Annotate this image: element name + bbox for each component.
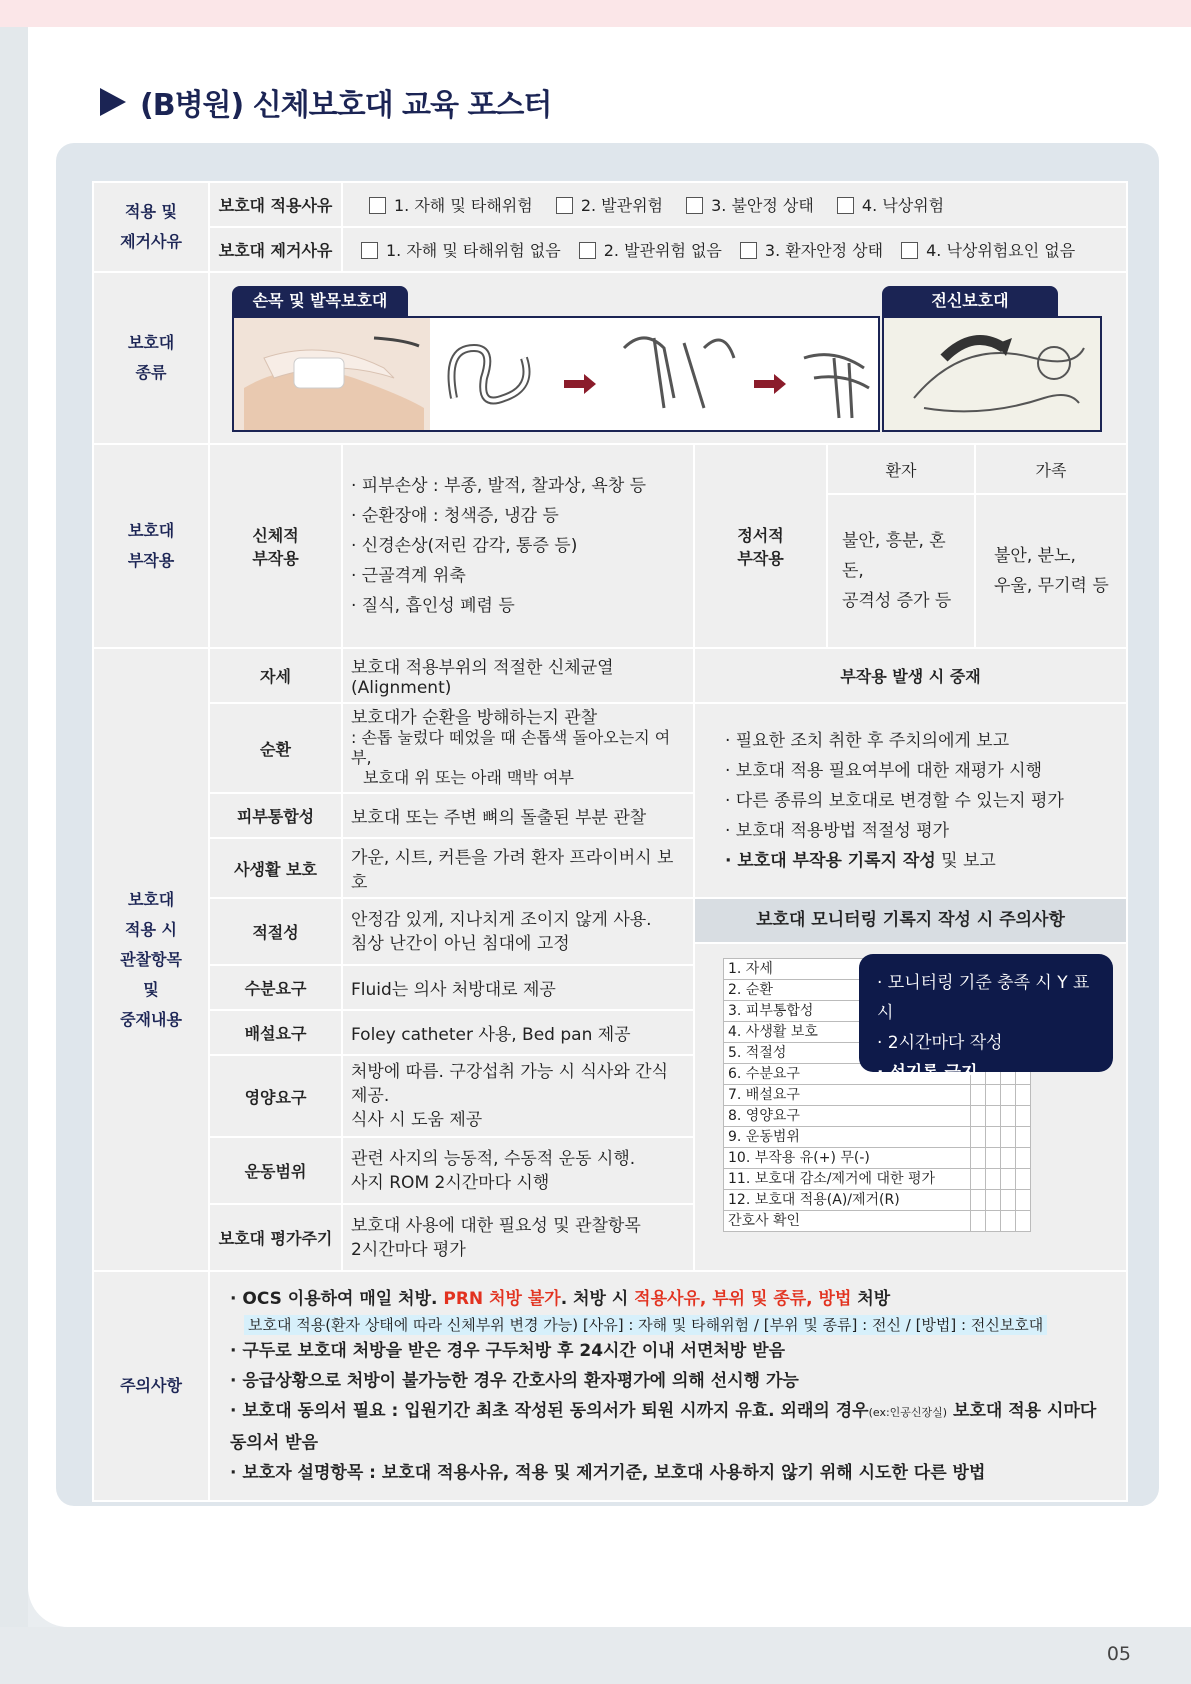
- types-illustration-box: [222, 278, 1114, 438]
- red-text: PRN 처방 불가: [443, 1289, 561, 1309]
- monitoring-cell[interactable]: [986, 1211, 1001, 1232]
- checkbox-icon: [901, 242, 918, 259]
- types-illustrations: [209, 272, 1127, 444]
- note-item: · 구두로 보호대 처방을 받은 경우 구두처방 후 24시간 이내 서면처방 받음: [230, 1341, 786, 1361]
- bottom-band: [0, 1627, 1191, 1684]
- patient-emotional-effects: [827, 494, 975, 648]
- observation-item-label: 피부통합성: [209, 793, 342, 838]
- monitoring-item-label: 2. 순환: [724, 980, 971, 1001]
- remove-option[interactable]: [722, 241, 883, 260]
- checkbox-icon: [369, 197, 386, 214]
- full-body-restraint-tag: 전신보호대: [882, 286, 1058, 316]
- text-line: 사지 ROM 2시간마다 시행: [351, 1172, 550, 1193]
- label-line: 부작용: [252, 549, 299, 568]
- apply-reason-options: [342, 182, 1127, 227]
- category-line: 적용 시: [125, 919, 177, 939]
- top-band: [0, 0, 1191, 27]
- list-item: · 필요한 조치 취한 후 주치의에게 보고: [725, 730, 1010, 751]
- category-observation: [93, 648, 209, 1271]
- monitoring-cell[interactable]: [1001, 1211, 1016, 1232]
- text-line: Fluid는 의사 처방대로 제공: [351, 980, 556, 1000]
- observation-item-label: 적절성: [209, 898, 342, 965]
- physical-side-effect-list: [342, 444, 694, 648]
- text-line: 침상 난간이 아닌 침대에 고정: [351, 933, 570, 954]
- text-line: 불안, 분노,: [994, 546, 1076, 566]
- monitoring-row: [724, 1148, 1031, 1169]
- list-item: · 피부손상 : 부종, 발적, 찰과상, 욕창 등: [351, 476, 647, 496]
- label-line: 부작용: [737, 549, 784, 568]
- monitoring-record: [695, 944, 1126, 1254]
- left-strip: [0, 27, 28, 1684]
- monitoring-cell[interactable]: [971, 1106, 986, 1127]
- small-text: (ex:인공신장실): [868, 1406, 948, 1419]
- checkbox-icon: [837, 197, 854, 214]
- list-item: · 순환장애 : 청색증, 냉감 등: [351, 506, 559, 526]
- family-emotional-effects: [975, 494, 1127, 648]
- option-label: 1. 자해 및 타해위험 없음: [386, 241, 561, 260]
- text-line: 보호대 위 또는 아래 맥박 여부: [363, 768, 574, 787]
- apply-option[interactable]: [668, 196, 814, 215]
- monitoring-item-label: 11. 보호대 감소/제거에 대한 평가: [724, 1169, 971, 1190]
- bold-text: · 보호대 부작용 기록지 작성: [725, 850, 936, 871]
- observation-item-label: 사생활 보호: [209, 838, 342, 898]
- observation-item-label: 영양요구: [209, 1055, 342, 1137]
- monitoring-cell[interactable]: [1016, 1190, 1031, 1211]
- full-body-restraint-image: [882, 316, 1102, 432]
- page-number: 05: [1106, 1643, 1131, 1665]
- observation-item-label: 보호대 평가주기: [209, 1204, 342, 1271]
- monitoring-cell[interactable]: [986, 1127, 1001, 1148]
- monitoring-cell[interactable]: [1001, 1190, 1016, 1211]
- monitoring-header: 보호대 모니터링 기록지 작성 시 주의사항: [695, 899, 1126, 944]
- remove-option[interactable]: [883, 241, 1075, 260]
- poster-table: [92, 181, 1128, 1502]
- monitoring-cell[interactable]: [1016, 1127, 1031, 1148]
- monitoring-item-label: 8. 영양요구: [724, 1106, 971, 1127]
- category-line: 부작용: [127, 551, 175, 570]
- label-line: 정서적: [737, 526, 784, 545]
- monitoring-item-label: 7. 배설요구: [724, 1085, 971, 1106]
- category-line: 및: [143, 979, 159, 999]
- observation-item-detail: [342, 1204, 694, 1271]
- observation-item-detail: [342, 838, 694, 898]
- list-item: · 질식, 흡인성 폐렴 등: [351, 596, 515, 616]
- text-line: 안정감 있게, 지나치게 조이지 않게 사용.: [351, 909, 652, 930]
- monitoring-item-label: 9. 운동범위: [724, 1127, 971, 1148]
- note-sub: [230, 1314, 1118, 1336]
- text-line: 식사 시 도움 제공: [351, 1110, 483, 1130]
- monitoring-cell[interactable]: [986, 1148, 1001, 1169]
- monitoring-row: [724, 1127, 1031, 1148]
- list-item: [725, 846, 1118, 876]
- remove-option[interactable]: [561, 241, 722, 260]
- list-item: · 신경손상(저린 감각, 통증 등): [351, 536, 578, 556]
- text-line: Foley catheter 사용, Bed pan 제공: [351, 1025, 631, 1045]
- observation-item-detail: [342, 648, 694, 703]
- option-label: 2. 발관위험 없음: [603, 241, 722, 260]
- page-title: [100, 80, 551, 124]
- text: · OCS 이용하여 매일 처방.: [230, 1289, 444, 1309]
- label-line: 신체적: [252, 526, 299, 545]
- red-text: 적용사유, 부위 및 종류, 방법: [634, 1289, 852, 1309]
- triangle-bullet-icon: [100, 88, 126, 116]
- emotional-side-effect-label: [694, 444, 827, 648]
- category-line: 종류: [135, 363, 167, 382]
- text-line: 우울, 무기력 등: [994, 576, 1109, 596]
- remove-reason-options: [342, 227, 1127, 272]
- monitoring-cell[interactable]: [1001, 1106, 1016, 1127]
- monitoring-cell[interactable]: [971, 1169, 986, 1190]
- text-line: 보호대 또는 주변 뼈의 돌출된 부분 관찰: [351, 808, 647, 828]
- monitoring-cell[interactable]: [1001, 1127, 1016, 1148]
- family-header: 가족: [975, 444, 1127, 494]
- option-label: 1. 자해 및 타해위험: [394, 196, 533, 215]
- option-label: 3. 불안정 상태: [711, 196, 814, 215]
- option-label: 4. 낙상위험: [861, 196, 945, 215]
- monitoring-cell[interactable]: [1001, 1169, 1016, 1190]
- observation-item-detail: [342, 1137, 694, 1204]
- list-item: · 보호대 적용 필요여부에 대한 재평가 시행: [725, 760, 1043, 781]
- monitoring-cell[interactable]: [986, 1190, 1001, 1211]
- monitoring-item-label: 1. 자세: [724, 959, 971, 980]
- note-item: · 보호자 설명항목 : 보호대 적용사유, 적용 및 제거기준, 보호대 사용하지 않기 위해 시도한 다른 방법: [230, 1463, 986, 1483]
- full-body-restraint-illustration: [884, 318, 1100, 430]
- remove-option[interactable]: [351, 241, 561, 260]
- text-rest: 및 보고: [935, 850, 996, 871]
- checkbox-icon: [361, 242, 378, 259]
- apply-option[interactable]: [819, 196, 944, 215]
- page-title-text: (B병원) 신체보호대 교육 포스터: [140, 88, 552, 123]
- observation-item-label: 자세: [209, 648, 342, 703]
- category-line: 보호대: [127, 521, 175, 540]
- apply-option[interactable]: [351, 196, 533, 215]
- monitoring-section: [694, 898, 1127, 1271]
- monitoring-cell[interactable]: [1016, 1106, 1031, 1127]
- monitoring-item-label: 간호사 확인: [724, 1211, 971, 1232]
- monitoring-cell[interactable]: [1016, 1148, 1031, 1169]
- text-line: 보호대가 순환을 방해하는지 관찰: [351, 708, 598, 728]
- note-item: [230, 1284, 1118, 1314]
- text-line: 가운, 시트, 커튼을 가려 환자 프라이버시 보호: [351, 848, 674, 893]
- remove-reason-label: 보호대 제거사유: [209, 227, 342, 272]
- physical-side-effect-label: [209, 444, 342, 648]
- monitoring-item-label: 3. 피부통합성: [724, 1001, 971, 1022]
- note-item: · 응급상황으로 처방이 불가능한 경우 간호사의 환자평가에 의해 선시행 가능: [230, 1371, 799, 1391]
- observation-item-detail: [342, 1010, 694, 1055]
- monitoring-item-label: 10. 부작용 유(+) 무(-): [724, 1148, 971, 1169]
- text: · 보호대 동의서 필요 : 입원기간 최초 작성된 동의서가 퇴원 시까지 유효. 외래의 경우: [230, 1401, 869, 1421]
- text-line: 처방에 따름. 구강섭취 가능 시 식사와 간식 제공.: [351, 1062, 669, 1106]
- monitoring-callout: [859, 954, 1113, 1083]
- wrist-restraint-tag: 손목 및 발목보호대: [232, 286, 408, 316]
- text-line: 보호대 적용부위의 적절한 신체균열(Alignment): [351, 658, 614, 698]
- observation-item-detail: [342, 898, 694, 965]
- monitoring-row: [724, 1169, 1031, 1190]
- category-line: 중재내용: [120, 1009, 182, 1029]
- observation-item-label: 수분요구: [209, 965, 342, 1010]
- checkbox-icon: [686, 197, 703, 214]
- monitoring-cell[interactable]: [1001, 1148, 1016, 1169]
- observation-item-detail: [342, 793, 694, 838]
- text-line: 불안, 흥분, 혼돈,: [842, 531, 946, 581]
- category-line: 제거사유: [120, 232, 182, 251]
- list-item: · 근골격계 위축: [351, 566, 466, 586]
- monitoring-item-label: 4. 사생활 보호: [724, 1022, 971, 1043]
- text: . 처방 시: [560, 1289, 635, 1309]
- checkbox-icon: [740, 242, 757, 259]
- option-label: 4. 낙상위험요인 없음: [926, 241, 1076, 260]
- monitoring-cell[interactable]: [986, 1106, 1001, 1127]
- observation-item-detail: [342, 1055, 694, 1137]
- monitoring-row: [724, 1106, 1031, 1127]
- category-types: [93, 272, 209, 444]
- category-side-effects: [93, 444, 209, 648]
- monitoring-cell[interactable]: [1016, 1169, 1031, 1190]
- apply-option[interactable]: [538, 196, 663, 215]
- text-line: 2시간마다 평가: [351, 1239, 466, 1260]
- callout-item: · 모니터링 기준 충족 시 Y 표시: [877, 973, 1090, 1023]
- text: 처방: [851, 1289, 891, 1309]
- checkbox-icon: [556, 197, 573, 214]
- highlight-text: 보호대 적용(환자 상태에 따라 신체부위 변경 가능) [사유] : 자해 및 타해위험 / [부위 및 종류] : 전신 / [방법] : 전신보호대: [244, 1315, 1047, 1335]
- note-item: [230, 1396, 1118, 1458]
- monitoring-cell[interactable]: [1016, 1211, 1031, 1232]
- observation-item-detail: [342, 965, 694, 1010]
- intervention-list: [694, 703, 1127, 898]
- text-line: : 손톱 눌렀다 떼었을 때 손톱색 돌아오는지 여부,: [351, 728, 671, 767]
- monitoring-item-label: 5. 적절성: [724, 1043, 971, 1064]
- text-line: 보호대 사용에 대한 필요성 및 관찰항목: [351, 1215, 641, 1236]
- text-line: 관련 사지의 능동적, 수동적 운동 시행.: [351, 1148, 636, 1169]
- observation-item-label: 순환: [209, 703, 342, 793]
- monitoring-row: [724, 1211, 1031, 1232]
- category-line: 관찰항목: [120, 949, 182, 969]
- observation-item-label: 운동범위: [209, 1137, 342, 1204]
- category-line: 적용 및: [125, 202, 177, 221]
- wrist-restraint-illustration: [234, 318, 878, 430]
- category-reasons: [93, 182, 209, 272]
- monitoring-cell[interactable]: [971, 1190, 986, 1211]
- notes-list: [209, 1271, 1127, 1501]
- option-label: 3. 환자안정 상태: [764, 241, 884, 260]
- callout-item: · 선기록 금지: [877, 1063, 978, 1083]
- list-item: · 다른 종류의 보호대로 변경할 수 있는지 평가: [725, 790, 1064, 811]
- category-line: 보호대: [127, 889, 175, 909]
- monitoring-cell[interactable]: [971, 1148, 986, 1169]
- checkbox-icon: [579, 242, 596, 259]
- patient-header: 환자: [827, 444, 975, 494]
- text-line: 공격성 증가 등: [842, 591, 952, 611]
- monitoring-item-label: 6. 수분요구: [724, 1064, 971, 1085]
- category-line: 보호대: [127, 333, 175, 352]
- wrist-restraint-image: [232, 316, 880, 432]
- intervention-header: 부작용 발생 시 중재: [694, 648, 1127, 703]
- apply-reason-label: 보호대 적용사유: [209, 182, 342, 227]
- category-notes: 주의사항: [93, 1271, 209, 1501]
- observation-item-detail: [342, 703, 694, 793]
- list-item: · 보호대 적용방법 적절성 평가: [725, 820, 950, 841]
- monitoring-cell[interactable]: [971, 1127, 986, 1148]
- option-label: 2. 발관위험: [580, 196, 663, 215]
- monitoring-cell[interactable]: [971, 1211, 986, 1232]
- callout-item: · 2시간마다 작성: [877, 1033, 1003, 1053]
- text: 보호대 적용 시마다 동의서 받음: [230, 1401, 1097, 1453]
- monitoring-item-label: 12. 보호대 적용(A)/제거(R): [724, 1190, 971, 1211]
- monitoring-row: [724, 1190, 1031, 1211]
- monitoring-cell[interactable]: [986, 1169, 1001, 1190]
- observation-item-label: 배설요구: [209, 1010, 342, 1055]
